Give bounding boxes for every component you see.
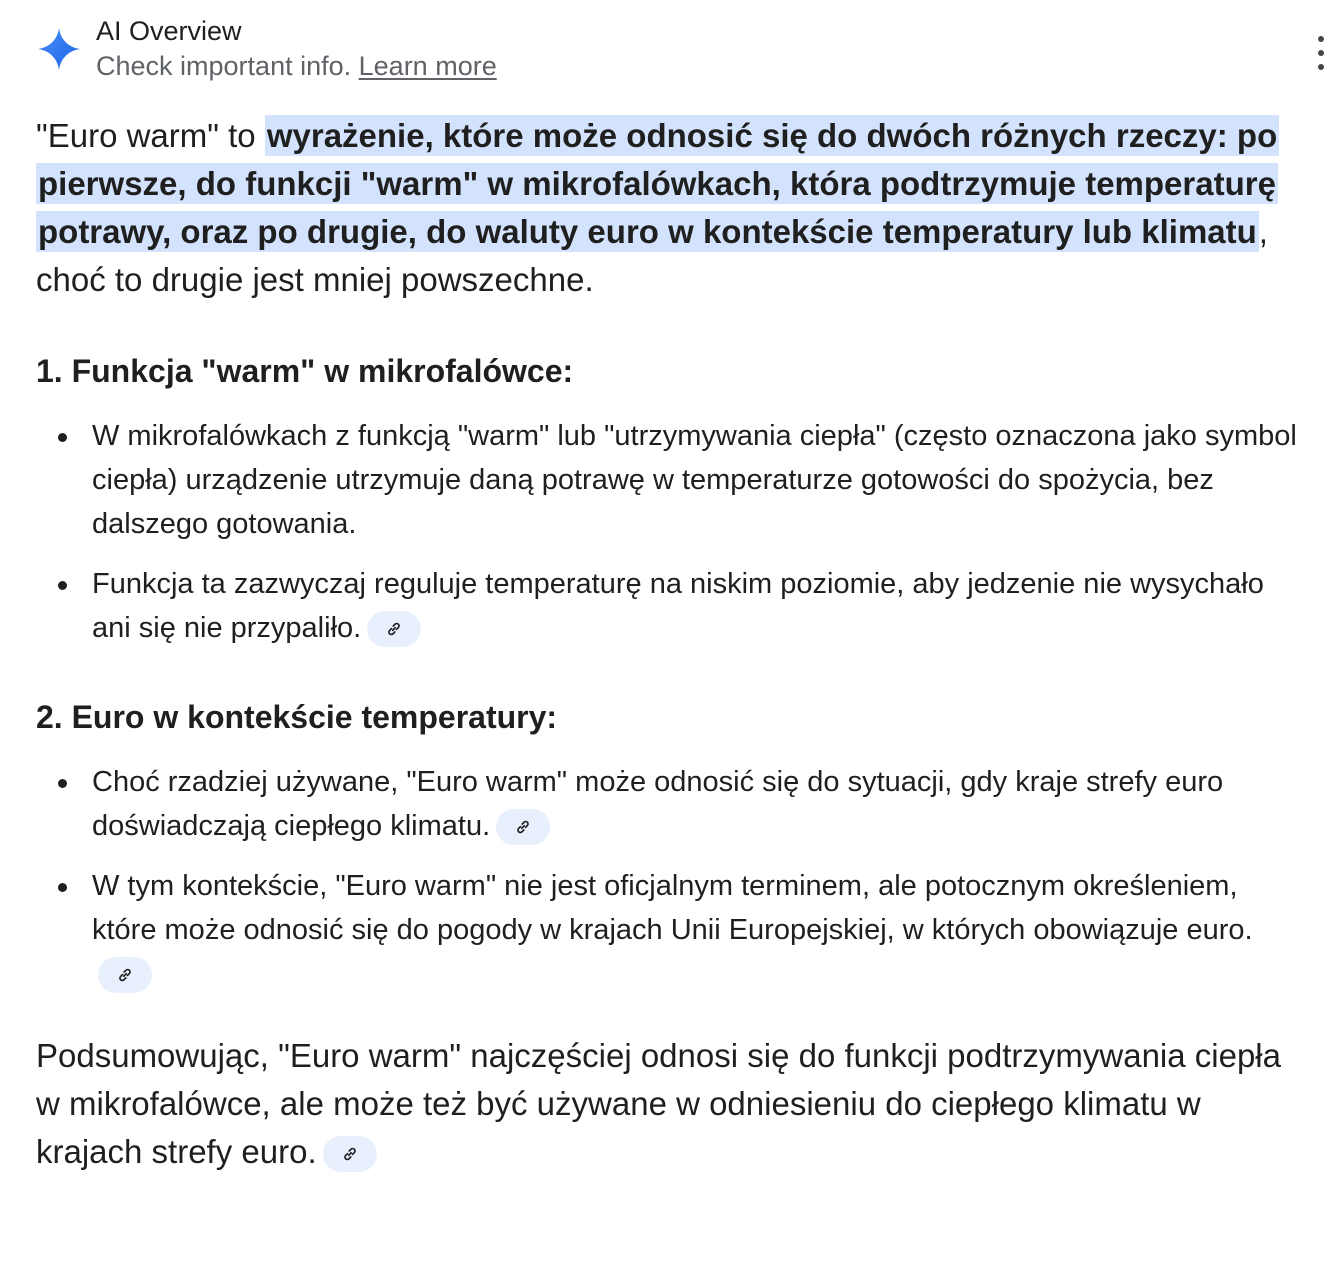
summary-text: Podsumowując, "Euro warm" najczęściej odnosi się do funkcji podtrzymywania ciepła w mikrofalówce, ale może też być używane w odniesieniu do ciepłego klimatu w krajach strefy euro.	[36, 1037, 1281, 1170]
list-item-text: W tym kontekście, "Euro warm" nie jest oficjalnym terminem, ale potocznym określeniem, które może odnosić się do pogody w krajach Unii Europejskiej, w których obowiązuje euro.	[92, 870, 1253, 946]
link-icon	[340, 1144, 360, 1164]
section-heading-2: 2. Euro w kontekście temperatury:	[36, 699, 558, 735]
list-item-text: Choć rzadziej używane, "Euro warm" może odnosić się do sytuacji, gdy kraje strefy euro doświadczają ciepłego klimatu.	[92, 766, 1224, 842]
check-info-text: Check important info.	[96, 51, 352, 81]
source-link-button[interactable]	[496, 809, 550, 845]
intro-highlight: wyrażenie, które może odnosić się do dwóch różnych rzeczy: po pierwsze, do funkcji "warm" w mikrofalówkach, która podtrzymuje temperaturę potrawy, oraz po drugie, do waluty euro w kontekście temperatury lub klimatu	[38, 117, 1278, 250]
list-item	[36, 760, 1306, 848]
overview-subtitle	[96, 48, 497, 84]
list-item-text: W mikrofalówkach z funkcją "warm" lub "utrzymywania ciepła" (często oznaczona jako symbol ciepła) urządzenie utrzymuje daną potrawę w temperaturze gotowości do spożycia, bez dalszego gotowania.	[92, 420, 1297, 540]
summary-paragraph	[36, 1032, 1306, 1176]
list-item	[36, 864, 1306, 996]
link-icon	[513, 817, 533, 837]
ai-overview-header	[36, 14, 497, 84]
section-heading-1: 1. Funkcja "warm" w mikrofalówce:	[36, 353, 574, 389]
source-link-button[interactable]	[323, 1136, 377, 1172]
section-list-2	[36, 760, 1306, 996]
list-item	[36, 562, 1306, 650]
intro-paragraph	[36, 112, 1306, 304]
list-item-text: Funkcja ta zazwyczaj reguluje temperaturę na niskim poziomie, aby jedzenie nie wysychało ani się nie przypaliło.	[92, 568, 1264, 644]
link-icon	[115, 965, 135, 985]
section-list-1	[36, 414, 1306, 650]
overview-content	[36, 112, 1306, 1176]
intro-before: "Euro warm" to	[36, 117, 265, 154]
overview-title: AI Overview	[96, 16, 242, 46]
learn-more-link[interactable]: Learn more	[358, 51, 497, 81]
source-link-button[interactable]	[98, 957, 152, 993]
list-item	[36, 414, 1306, 546]
intro-after: , choć to drugie jest mniej powszechne.	[36, 213, 1268, 298]
source-link-button[interactable]	[367, 611, 421, 647]
sparkle-icon	[36, 26, 82, 72]
link-icon	[384, 619, 404, 639]
more-vert-icon[interactable]	[1314, 36, 1328, 70]
